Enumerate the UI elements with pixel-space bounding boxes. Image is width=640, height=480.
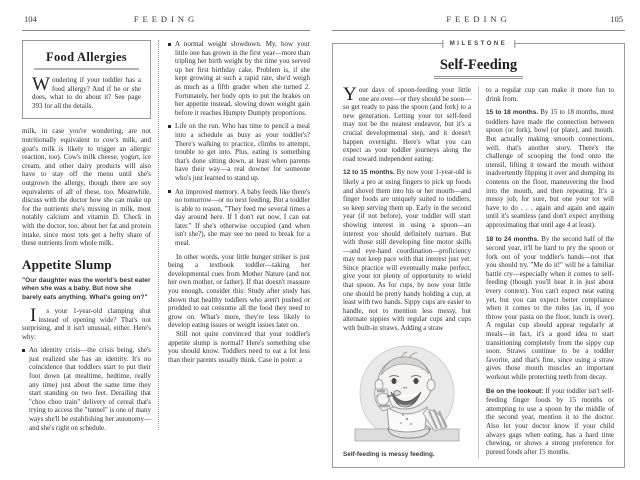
spoon-feeding-intro: Your days of spoon-feeding your little one are over—or they should be soon—so get ready to pass the spoon (and fork) to a new generation. Letting your tot self-feed may not be the neatest endeavor, but it's a crucial developmental step, and it doesn't happen overnight. Here's what you can expect as your toddler journeys along the road toward independent eating: [343,84,471,163]
right-header-rule [332,30,625,31]
appetite-slump-heading: Appetite Slump [22,256,112,272]
left-running-head [22,14,310,26]
still-not-convinced-paragraph: Still not quite convinced that your toddler's appetite slump is normal? Here's something else you should know. Toddlers need to eat a lot less than their parents usually think. Case in point: a [168,330,310,364]
milestone-15-18-months: 15 to 18 months. By 15 to 18 months, most toddlers have made the connection between spoon (or fork), bowl (or plate), and mouth. But actually making smooth connections, well, that's another story. There's the challenge of scooping the food onto the utensil, lifting it toward the mouth without inadvertently flipping it over and dumping its contents on the floor, maneuvering the food into the mouth, and then repeating. It's a messy job, for sure, but one your tot will have to do . . . again and again and again until it's seamless (and don't expect anything approximating that until age 4 at least). [486,108,615,229]
milestone-title-wrap [343,56,614,79]
right-header-title: FEEDING [446,14,511,24]
square-bullet-icon [168,190,171,193]
left-header-title: FEEDING [133,14,199,24]
square-bullet-icon [22,349,25,352]
baby-illustration [343,337,471,449]
left-header-rule [22,30,310,31]
left-column-divider [158,40,159,430]
right-running-head [332,14,625,26]
in-other-words-paragraph: In other words, your little hunger striker is just being a textbook toddler—taking her developmental cues from Mother Nature (and not her own mother, or father). If that doesn't reassure you enough, consider this: Study after study has shown that healthy toddlers who aren't pushed or prodded to eat consume all the food they need to grow on. What's more, they're less likely to develop eating issues or weight issues later on. [168,252,310,330]
left-columns [22,40,310,432]
bullet-improved-memory: An improved memory. A baby feeds like there's no tomorrow—or no next feeding. But a toddler is able to reason, "They feed me several times a day around here. If I don't eat now, I can eat later." If she's otherwise occupied (and when isn't she?), she may see no need to break for a meal. [168,188,310,248]
bullet-life-on-run: Life on the run. Who has time to pencil a meal into a schedule as busy as your toddler's? There's walking to practice, climbs to attempt, trouble to get into. Plus, eating is something that's done sitting down, at least when parents have their way—a real downer for someone who's just learned to stand up. [168,122,310,182]
right-page-number: 105 [610,14,623,24]
milestone-18-24-months: 18 to 24 months. By the second half of the second year, it'll be hard to pry the spoon or fork out of your toddler's hands—not that you should try. "Me do it!" will be a familiar battle cry—especially when it comes to self-feeding (though you'll hear it in just about every context). You can't expect neat eating yet, but you can expect better compliance when it comes to the rules (as in, if you throw your pasta on the floor, lunch is over). A regular cup should appear regularly at meals—in fact, it's a good idea to start transitioning completely from the sippy cup soon. Straws continue to be a toddler favorite, and that's fine, since using a straw gives those mouth muscles an important workout while protecting teeth from decay. [486,234,614,381]
milestone-12-15-months: 12 to 15 months. By now your 1-year-old is likely a pro at using fingers to pick up foods and shovel them into his or her mouth—and finger foods are uniquely suited to toddlers, so keep serving them up. Early in the second year (if not before), your toddler will start showing interest in using a spoon—an interest you should definitely nurture. But with those still developing fine motor skills—and eye-hand coordination—proficiency may not keep pace with that interest just yet. Since practice will eventually make perfect, give your tot plenty of opportunity to wield that spoon. As for cups, by now your little one should be pretty handy holding a cup, at least with two hands. Sippy cups are easier to handle, not to mention less messy, but alternate sippies with regular cups and cups with built-in straws. Adding a straw [343,168,471,333]
regular-cup-continuation: to a regular cup can make it more fun to drink from. [486,86,614,103]
self-feeding-title: Self-Feeding [434,57,523,79]
left-page-number: 104 [24,14,37,24]
clamping-shut-paragraph: I s your 1-year-old clamping shut instead of opening wide? That's not surprising, and it isn't unusual, either. Here's why: [22,304,151,341]
food-allergies-rule [34,68,139,70]
left-column-1 [22,40,151,432]
square-bullet-icon [168,125,171,128]
milestone-label: MILESTONE [442,40,515,48]
bullet-weight-slowdown: A normal weight slowdown. My, how your little one has grown in the first year—more than tripling her birth weight by the time you served up her first birthday cake. Problem is, if she kept growing at such a rapid rate, she'd weigh as much as a fifth grader when she turned 2. Fortunately, her body opts to put the brakes on her appetite instead, slowing down weight gain before it reaches Humpty Dumpty proportions. [168,40,310,117]
food-allergies-title: Food Allergies [46,50,127,64]
be-on-lookout-paragraph: Be on the lookout: If your toddler isn't self-feeding finger foods by 15 months or attempting to use a spoon by the middle of the second year, mention it to the doctor. Also let your doctor know if your child always gags when eating, has a hard time chewing, or shows a strong preference for pureed foods after 15 months. [486,386,614,456]
illustration-caption: Self-feeding is messy feeding. [343,450,435,458]
dropcap-i: I [30,304,37,326]
be-on-lookout-lead: Be on the lookout: [486,387,544,395]
milk-continuation-paragraph: milk, in case you're wondering, are not nutritionally equivalent to cow's milk, and goat's milk is likely to trigger an allergic reaction, too). Cow's milk cheese, yogurt, ice cream, and other dairy products will also have to stay off the menu until she's outgrown the allergy, though there are soy equivalents of all of these, too. Meanwhile, discuss with the doctor how she can make up for the nutrients she's missing in milk, most notably calcium and vitamin D. Check in with the doctor, too, about her fat and protein intake, since most tots get a hefty share of these nutrients from whole milk. [22,127,151,248]
dropcap-w: W [32,74,50,95]
milestone-box [332,43,625,468]
food-allergies-text: Wondering if your toddler has a food allergy? And if he or she does, what to do about it? See page 393 for all the details. [32,74,141,110]
milestone-18-24-lead: 18 to 24 months. [486,235,539,243]
milestone-columns [343,86,614,459]
parent-quote: "Our daughter was the world's best eater when she was a baby. But now she barely eats anything. What's going on?" [22,276,151,301]
square-bullet-icon [168,43,171,46]
milestone-column-1 [343,86,478,459]
right-page [332,14,625,468]
food-allergies-box [22,40,151,119]
milestone-15-18-lead: 15 to 18 months. [486,109,539,117]
milestone-12-15-lead: 12 to 15 months. [343,169,395,177]
bullet-identity-crisis: An identity crisis—the crisis being, she's just realized she has an identity. It's no coincidence that toddlers start to put their foot down (at mealtime, bedtime, really any time) just about the same time they start standing on two feet. Derailing that "choo choo train" delivery of cereal that's trying to access the "tunnel" is one of many ways she'll be establishing her autonomy—and she's right on schedule. [22,346,151,432]
left-column-2 [168,40,310,432]
dropcap-y: Y [343,84,357,105]
milestone-column-2 [478,86,614,459]
left-page [22,14,310,432]
